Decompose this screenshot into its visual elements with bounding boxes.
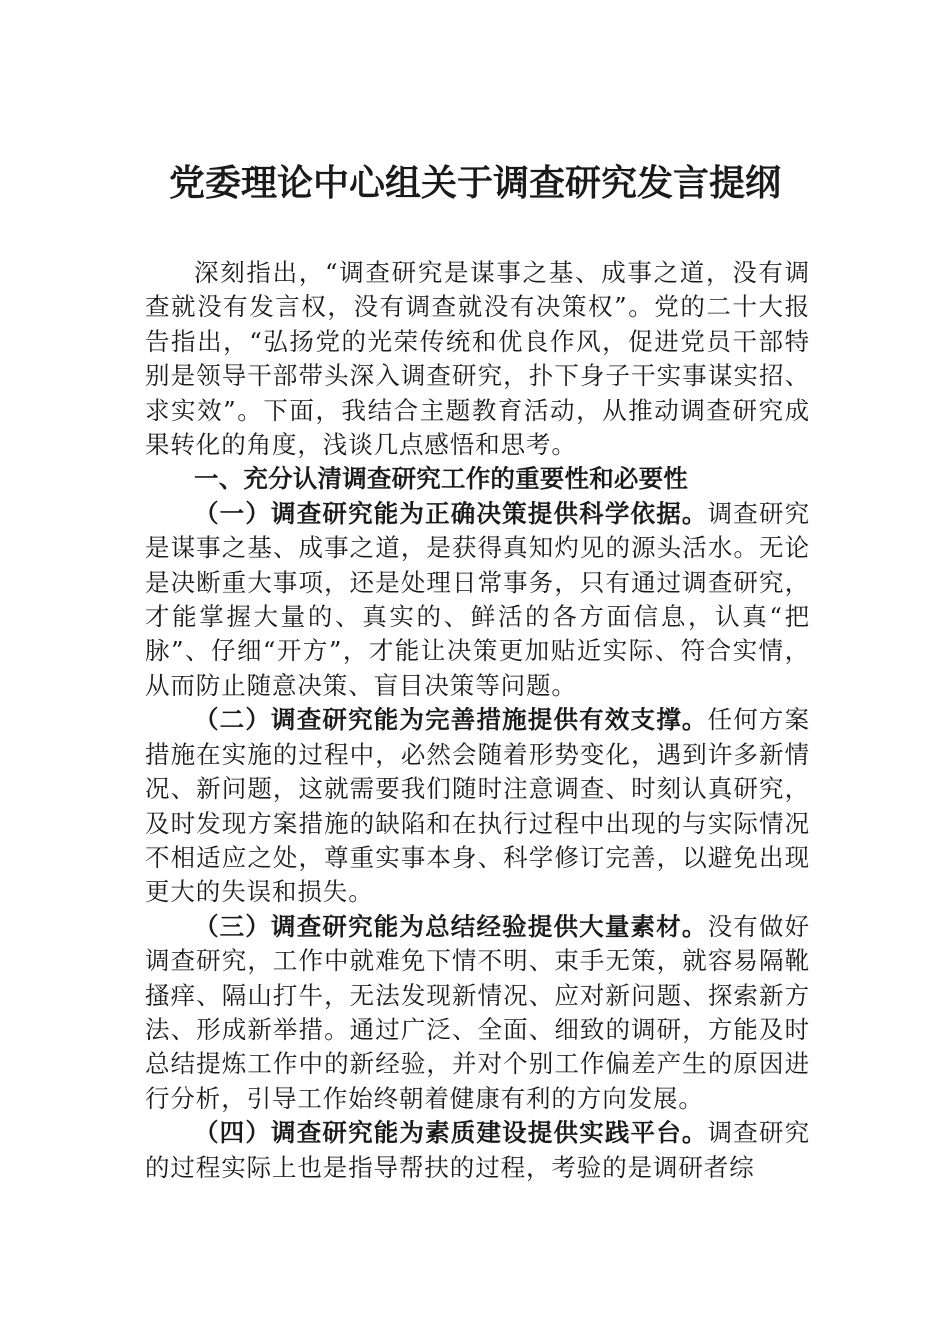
item-lead: （四）调查研究能为素质建设提供实践平台。 bbox=[194, 1118, 708, 1148]
item-text: 调查研究是谋事之基、成事之道，是获得真知灼见的源头活水。无论是决断重大事项，还是处理日常事务，只有通过调查研究，才能掌握大量的、真实的、鲜活的各方面信息，认真“把脉”、仔细“开方”，才能让决策更加贴近实际、符合实情，从而防止随意决策、盲目决策等问题。 bbox=[145, 498, 810, 700]
document-title: 党委理论中心组关于调查研究发言提纲 bbox=[168, 163, 781, 204]
section-heading: 一、充分认清调查研究工作的重要性和必要性 bbox=[194, 464, 688, 494]
item-paragraph bbox=[145, 497, 810, 703]
item-paragraph bbox=[145, 1116, 810, 1185]
item-text: 没有做好调查研究，工作中就难免下情不明、束手无策，就容易隔靴搔痒、隔山打牛，无法发现新情况、应对新问题、探索新方法、形成新举措。通过广泛、全面、细致的调研，方能及时总结提炼工作中的新经验，并对个别工作偏差产生的原因进行分析，引导工作始终朝着健康有利的方向发展。 bbox=[145, 911, 810, 1113]
item-text: 任何方案措施在实施的过程中，必然会随着形势变化，遇到许多新情况、新问题，这就需要我们随时注意调查、时刻认真研究，及时发现方案措施的缺陷和在执行过程中出现的与实际情况不相适应之处，尊重实事本身、科学修订完善，以避免出现更大的失误和损失。 bbox=[145, 705, 810, 907]
item-lead: （三）调查研究能为总结经验提供大量素材。 bbox=[194, 911, 708, 941]
intro-paragraph: 深刻指出，“调查研究是谋事之基、成事之道，没有调查就没有发言权，没有调查就没有决策权”。党的二十大报告指出，“弘扬党的光荣传统和优良作风，促进党员干部特别是领导干部带头深入调查研究，扑下身子干实事谋实招、求实效”。下面，我结合主题教育活动，从推动调查研究成果转化的角度，浅谈几点感悟和思考。 bbox=[145, 258, 810, 460]
item-paragraph bbox=[145, 910, 810, 1116]
item-text: 调查研究的过程实际上也是指导帮扶的过程，考验的是调研者综 bbox=[145, 1118, 810, 1182]
item-paragraph bbox=[145, 703, 810, 909]
document-body bbox=[145, 256, 810, 1185]
item-lead: （一）调查研究能为正确决策提供科学依据。 bbox=[194, 498, 708, 528]
item-lead: （二）调查研究能为完善措施提供有效支撑。 bbox=[194, 705, 708, 735]
